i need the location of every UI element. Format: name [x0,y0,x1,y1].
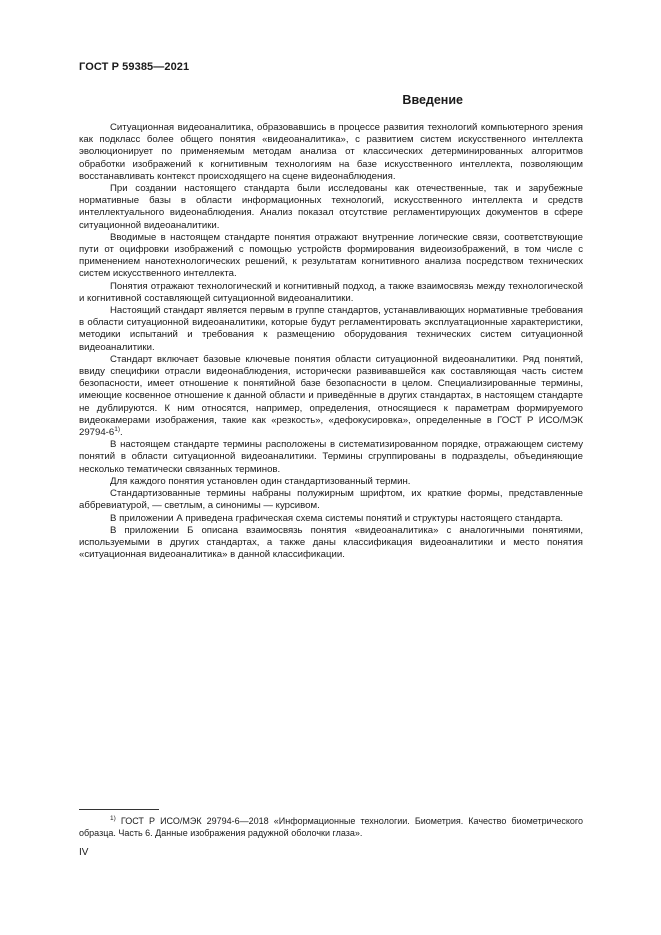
paragraph: В приложении Б описана взаимосвязь понятия «видеоаналитика» с аналогичными понятиями, используемыми в других стандартах, а также даны классификация видеоаналитики и место понятия «ситуационная видеоаналитика» в данной классификации. [79,524,583,561]
paragraph-with-footnote [79,354,583,439]
paragraph: Понятия отражают технологический и когнитивный подход, а также взаимосвязь между технологической и когнитивной составляющей ситуационной видеоаналитики. [79,280,583,304]
paragraph: Для каждого понятия установлен один стандартизованный термин. [110,475,411,487]
footnote-separator [79,809,159,810]
body-text [79,122,583,561]
paragraph: Настоящий стандарт является первым в группе стандартов, устанавливающих нормативные требования в области ситуационной видеоаналитики, которые будут регламентировать эксплуатационные характеристики, методики испытаний и требования к размещению оборудования технических систем ситуационной видеоаналитики. [79,305,583,353]
paragraph: Стандартизованные термины набраны полужирным шрифтом, их краткие формы, представленные аббревиатурой, — светлым, а синонимы — курсивом. [79,488,583,512]
paragraph: В приложении А приведена графическая схема системы понятий и структуры настоящего стандарта. [110,512,564,524]
footnote-text: ГОСТ Р ИСО/МЭК 29794-6—2018 «Информационные технологии. Биометрия. Качество биометрического образца. Часть 6. Данные изображения радужной оболочки глаза». [79,816,583,838]
paragraph-tail: . [120,427,123,439]
footnote [79,815,583,839]
paragraph: В настоящем стандарте термины расположены в систематизированном порядке, отражающем систему понятий в области ситуационной видеоаналитики. Термины сгруппированы в подразделы, объединяющие несколько тематически связанных терминов. [79,439,583,475]
footnote-marker: 1) [110,815,116,822]
document-header: ГОСТ Р 59385—2021 [79,61,190,73]
paragraph-text: Стандарт включает базовые ключевые понятия области ситуационной видеоаналитики. Ряд понятий, ввиду специфики отрасли видеонаблюдения, исторически развивавшейся как составляющая часть систем безопасности, имеет отношение к понятийной базе безопасности в целом. Специализированные термины, имеющие косвенное отношение к данной области и приведённые в других стандартах, в настоящем стандарте не дублируются. К ним относятся, например, определения, относящиеся к параметрам формируемого видеокамерами изображения, такие как «резкость», «дефокусировка», определенные в ГОСТ Р ИСО/МЭК 29794-6 [79,353,583,439]
paragraph: Ситуационная видеоаналитика, образовавшись в процессе развития технологий компьютерного зрения как подкласс более общего понятия «видеоаналитика», с развитием систем искусственного интеллекта эволюционирует по применяемым методам анализа от классических детерминированных алгоритмов обработки изображений к когнитивным технологиям на базе искусственного интеллекта, позволяющим восстанавливать контекст происходящего на сцене видеонаблюдения. [79,122,583,182]
page-number: IV [79,847,89,858]
section-title [79,93,583,107]
paragraph: При создании настоящего стандарта были исследованы как отечественные, так и зарубежные нормативные базы в области информационных технологий, искусственного интеллекта и средств интеллектуального видеонаблюдения. Анализ показал отсутствие регламентирующих документов в сфере ситуационной видеоаналитики. [79,183,583,231]
footnote-reference[interactable]: 1) [114,426,120,434]
section-title-text: Введение [402,93,463,107]
paragraph: Вводимые в настоящем стандарте понятия отражают внутренние логические связи, соответствующие пути от оцифровки изображений с помощью устройств формирования видеоизображений, в том числе с применением нанотехнологических решений, к результатам когнитивного анализа посредством технических систем искусственного интеллекта. [79,231,583,280]
